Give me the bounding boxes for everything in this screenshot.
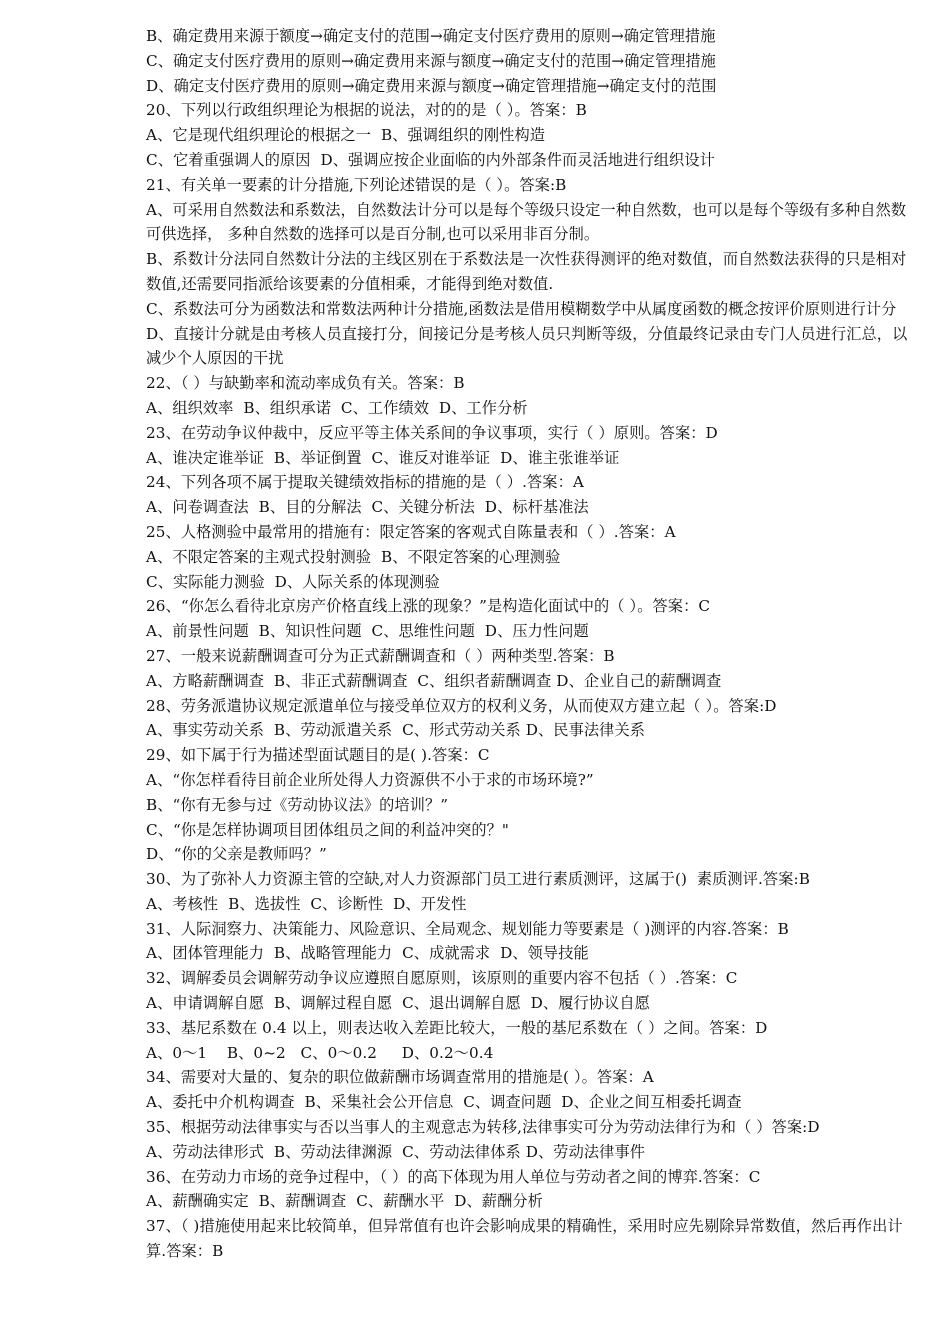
text-line: C、它着重强调人的原因 D、强调应按企业面临的内外部条件而灵活地进行组织设计 (146, 150, 715, 169)
text-line: A、谁决定谁举证 B、举证倒置 C、谁反对谁举证 D、谁主张谁举证 (146, 448, 620, 467)
text-line: 31、人际洞察力、决策能力、风险意识、全局观念、规划能力等要素是（ )测评的内容.答案：B (146, 919, 789, 938)
text-line: A、考核性 B、选拔性 C、诊断性 D、开发性 (146, 894, 467, 913)
text-line: 25、人格测验中最常用的措施有：限定答案的客观式自陈量表和（ ）.答案：A (146, 522, 676, 541)
text-line: 27、一般来说薪酬调查可分为正式薪酬调查和（ ）两种类型.答案：B (146, 646, 615, 665)
text-line: A、委托中介机构调查 B、采集社会公开信息 C、调查问题 D、企业之间互相委托调查 (146, 1093, 742, 1112)
text-line: 32、调解委员会调解劳动争议应遵照自愿原则，该原则的重要内容不包括（ ）.答案：C (146, 969, 738, 988)
document-page (146, 24, 908, 1264)
text-line: B、确定费用来源于额度→确定支付的范围→确定支付医疗费用的原则→确定管理措施 (146, 27, 716, 45)
text-line: B、系数计分法同自然数计分法的主线区别在于系数法是一次性获得测评的绝对数值，而自然数法获得的只是相对数值,还需要同指派给该要素的分值相乘，才能得到绝对数值. (146, 250, 907, 293)
text-line: A、“你怎样看待目前企业所处得人力资源供不小于求的市场环境?” (146, 770, 594, 789)
text-line: 26、“你怎么看待北京房产价格直线上涨的现象？”是构造化面试中的（ ）。答案：C (146, 597, 711, 616)
text-line: 29、如下属于行为描述型面试题目的是( ).答案：C (146, 746, 490, 765)
text-line: 35、根据劳动法律事实与否以当事人的主观意志为转移,法律事实可分为劳动法律行为和（ ）答案:D (146, 1118, 820, 1137)
text-line: 34、需要对大量的、复杂的职位做薪酬市场调查常用的措施是( ）。答案：A (146, 1068, 654, 1087)
text-line: C、实际能力测验 D、人际关系的体现测验 (146, 572, 440, 591)
text-line: 21、有关单一要素的计分措施,下列论述错误的是（ ）。答案:B (146, 175, 567, 194)
text-line: 22、（ ）与缺勤率和流动率成负有关。答案：B (146, 374, 465, 393)
text-line: B、“你有无参与过《劳动协议法》的培训？” (146, 795, 449, 814)
text-line: 24、下列各项不属于提取关键绩效指标的措施的是（ ）.答案：A (146, 473, 584, 492)
text-line: A、劳动法律形式 B、劳动法律渊源 C、劳动法律体系 D、劳动法律事件 (146, 1142, 646, 1161)
text-line: A、它是现代组织理论的根据之一 B、强调组织的刚性构造 (146, 126, 546, 145)
text-line: 33、基尼系数在 0.4 以上，则表达收入差距比较大，一般的基尼系数在（ ）之间。答案：D (146, 1018, 768, 1037)
text-line: D、“你的父亲是教师吗？” (146, 845, 327, 864)
text-line: 36、在劳动力市场的竞争过程中，（ ）的高下体现为用人单位与劳动者之间的博弈.答案：C (146, 1167, 761, 1186)
text-line: 28、劳务派遣协议规定派遣单位与接受单位双方的权利义务，从而使双方建立起（ ）。答案:D (146, 696, 777, 715)
text-line: A、方略薪酬调查 B、非正式薪酬调查 C、组织者薪酬调查 D、企业自己的薪酬调查 (146, 671, 722, 690)
text-line: C、系数法可分为函数法和常数法两种计分措施,函数法是借用模糊数学中从属度函数的概念按评价原则进行计分 (146, 299, 897, 318)
text-line: 20、下列以行政组织理论为根据的说法，对的的是（ ）。答案：B (146, 101, 587, 120)
text-line: A、不限定答案的主观式投射测验 B、不限定答案的心理测验 (146, 547, 561, 566)
text-line: A、问卷调查法 B、目的分解法 C、关键分析法 D、标杆基准法 (146, 498, 589, 517)
text-line: C、确定支付医疗费用的原则→确定费用来源与额度→确定支付的范围→确定管理措施 (146, 51, 716, 70)
text-line: C、“你是怎样协调项目团体组员之间的利益冲突的？" (146, 820, 509, 839)
text-line: 30、为了弥补人力资源主管的空缺,对人力资源部门员工进行素质测评，这属于() 素质测评.答案:B (146, 870, 810, 889)
text-line: A、前景性问题 B、知识性问题 C、思维性问题 D、压力性问题 (146, 622, 589, 641)
text-line: A、事实劳动关系 B、劳动派遣关系 C、形式劳动关系 D、民事法律关系 (146, 721, 646, 740)
text-line: A、团体管理能力 B、战略管理能力 C、成就需求 D、领导技能 (146, 944, 589, 963)
text-line: 23、在劳动争议仲裁中，反应平等主体关系间的争议事项，实行（ ）原则。答案：D (146, 423, 718, 442)
text-line: D、确定支付医疗费用的原则→确定费用来源与额度→确定管理措施→确定支付的范围 (146, 76, 717, 95)
text-line: D、直接计分就是由考核人员直接打分，间接记分是考核人员只判断等级，分值最终记录由专门人员进行汇总，以减少个人原因的干扰 (146, 324, 908, 368)
text-line: 37、（ )措施使用起来比较简单，但异常值有也许会影响成果的精确性，采用时应先剔除异常数值，然后再作出计算.答案：B (146, 1217, 903, 1261)
text-line: A、可采用自然数法和系数法，自然数法计分可以是每个等级只设定一种自然数，也可以是每个等级有多种自然数可供选择， 多种自然数的选择可以是百分制,也可以采用非百分制。 (146, 200, 907, 244)
text-line: A、薪酬确实定 B、薪酬调查 C、薪酬水平 D、薪酬分析 (146, 1192, 543, 1211)
text-line: A、0～1 B、0~2 C、0～0.2 D、0.2～0.4 (146, 1043, 494, 1062)
text-line: A、申请调解自愿 B、调解过程自愿 C、退出调解自愿 D、履行协议自愿 (146, 994, 650, 1013)
text-line: A、组织效率 B、组织承诺 C、工作绩效 D、工作分析 (146, 398, 528, 417)
